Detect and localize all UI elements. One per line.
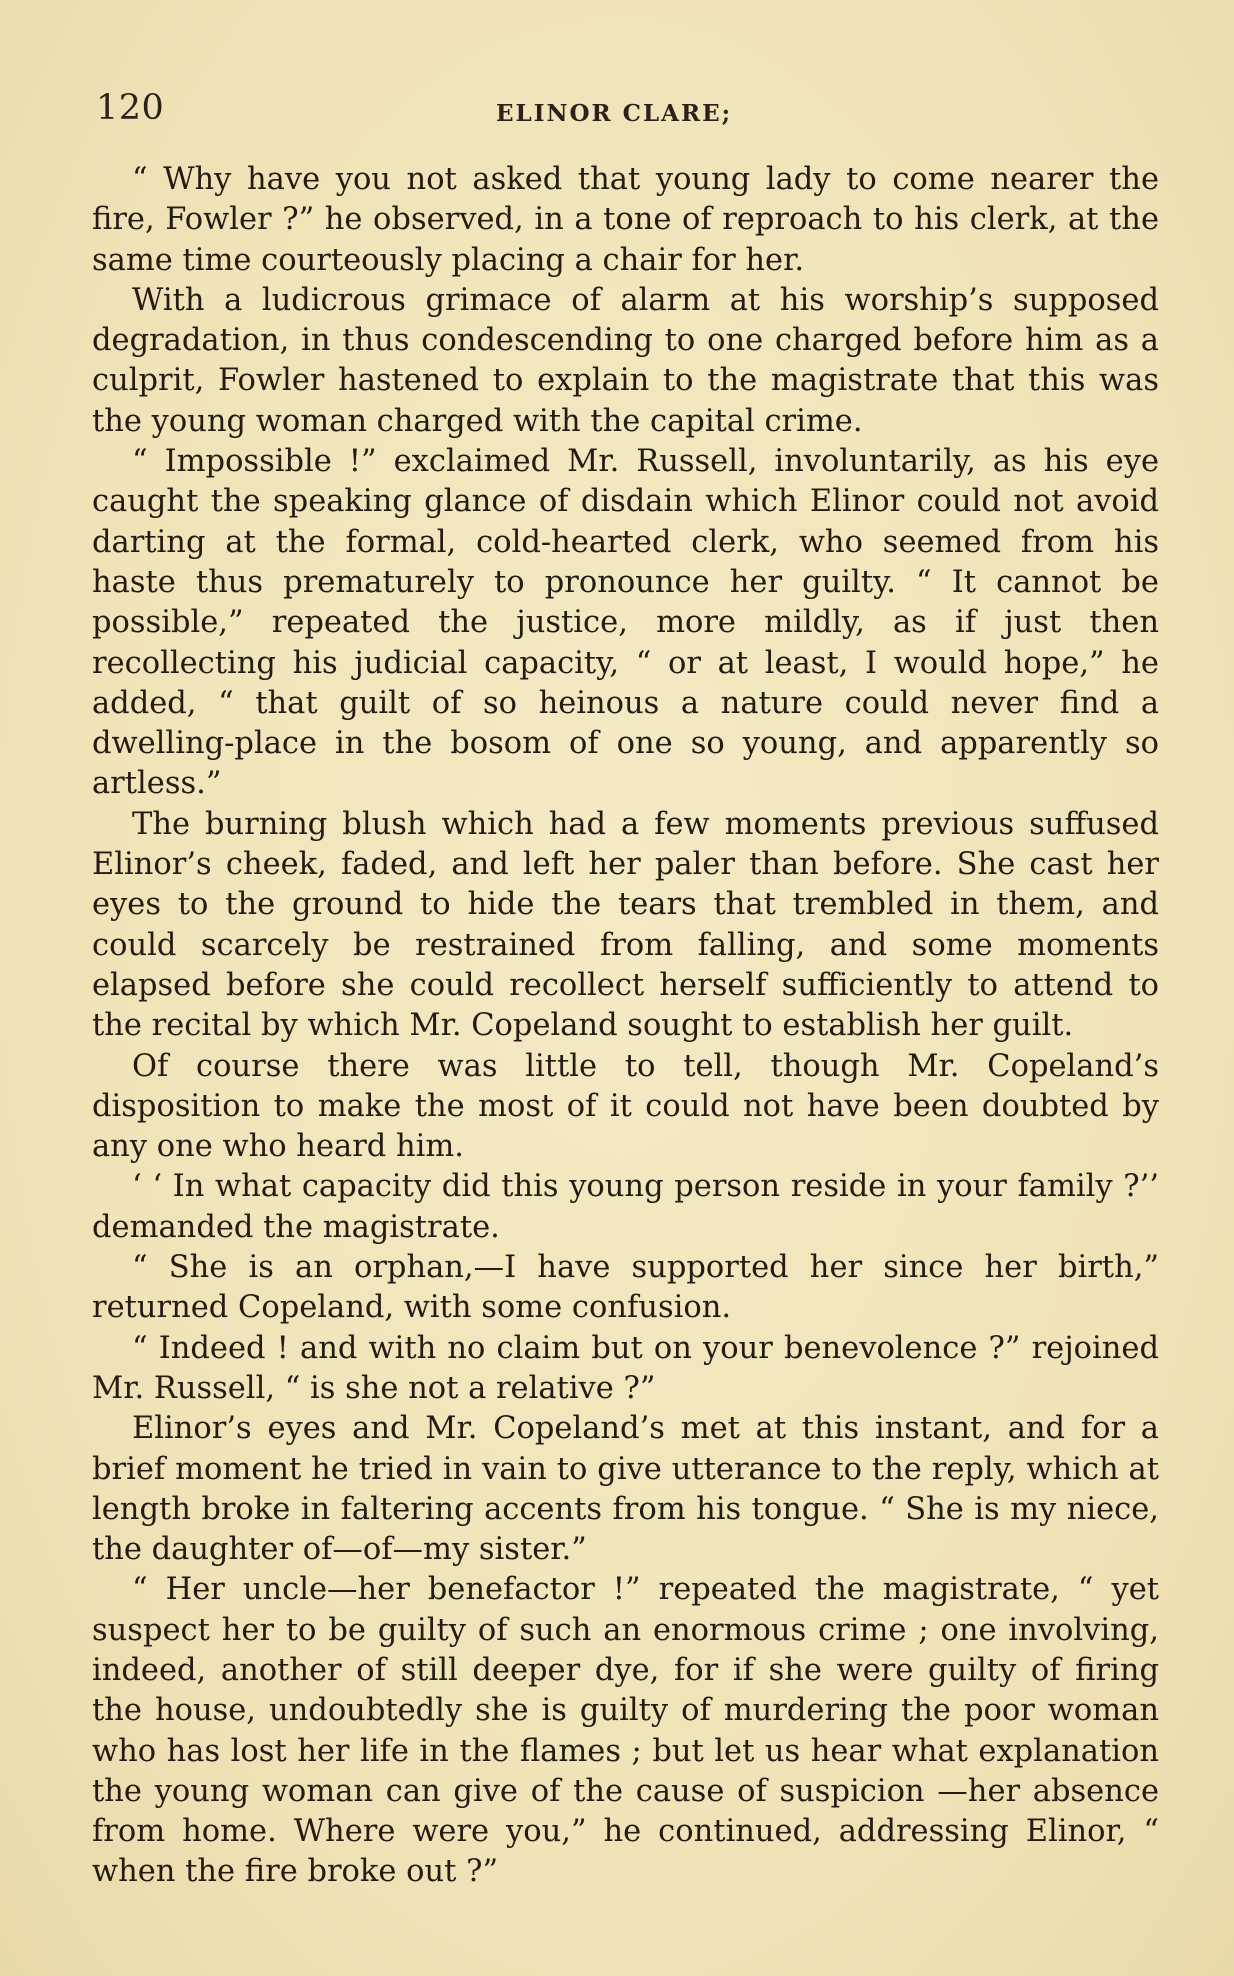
page-header: [96, 88, 1156, 138]
paragraph: With a ludicrous grimace of alarm at his worship’s supposed degradation, in thus condescending to one charged before him as a culprit, Fowler hastened to explain to the magistrate that this was the young woman charged with the capital crime.: [92, 282, 1159, 439]
paragraph: “ Why have you not asked that young lady to come nearer the fire, Fowler ?” he observed, in a tone of reproach to his clerk, at the same time courteously placing a chair for her.: [92, 162, 1159, 278]
body-text: [92, 160, 1159, 1893]
paragraph: “ Indeed ! and with no claim but on your benevolence ?” rejoined Mr. Russell, “ is she not a relative ?”: [92, 1330, 1159, 1406]
paragraph: “ Her uncle—her benefactor !” repeated the magistrate, “ yet suspect her to be guilty of such an enormous crime ; one involving, indeed, another of still deeper dye, for if she were guilty of firing the house, undoubtedly she is guilty of murdering the poor woman who has lost her life in the flames ; but let us hear what explanation the young woman can give of the cause of suspicion —her absence from home. Where were you,” he continued, addressing Elinor, “ when the fire broke out ?”: [92, 1572, 1159, 1890]
running-head: ELINOR CLARE;: [496, 100, 733, 127]
page-number: 120: [96, 88, 165, 128]
paragraph: Of course there was little to tell, though Mr. Copeland’s disposition to make the most of it could not have been doubted by any one who heard him.: [92, 1048, 1159, 1165]
paragraph: ‘ ‘ In what capacity did this young person reside in your family ?’’ demanded the magistrate.: [92, 1169, 1159, 1245]
paragraph: The burning blush which had a few moments previous suffused Elinor’s cheek, faded, and left her paler than before. She cast her eyes to the ground to hide the tears that trembled in them, and could scarcely be restrained from falling, and some moments elapsed before she could recollect herself sufficiently to attend to the recital by which Mr. Copeland sought to establish her guilt.: [92, 806, 1159, 1044]
paragraph: “ She is an orphan,—I have supported her since her birth,” returned Copeland, with some confusion.: [92, 1250, 1159, 1326]
paragraph: Elinor’s eyes and Mr. Copeland’s met at this instant, and for a brief moment he tried in vain to give utterance to the reply, which at length broke in faltering accents from his tongue. “ She is my niece, the daughter of—of—my sister.”: [92, 1411, 1159, 1568]
paragraph: “ Impossible !” exclaimed Mr. Russell, involuntarily, as his eye caught the speaking glance of disdain which Elinor could not avoid darting at the formal, cold-hearted clerk, who seemed from his haste thus prematurely to pronounce her guilty. “ It cannot be possible,” repeated the justice, more mildly, as if just then recollecting his judicial capacity, “ or at least, I would hope,” he added, “ that guilt of so heinous a nature could never find a dwelling-place in the bosom of one so young, and apparently so artless.”: [92, 444, 1159, 802]
